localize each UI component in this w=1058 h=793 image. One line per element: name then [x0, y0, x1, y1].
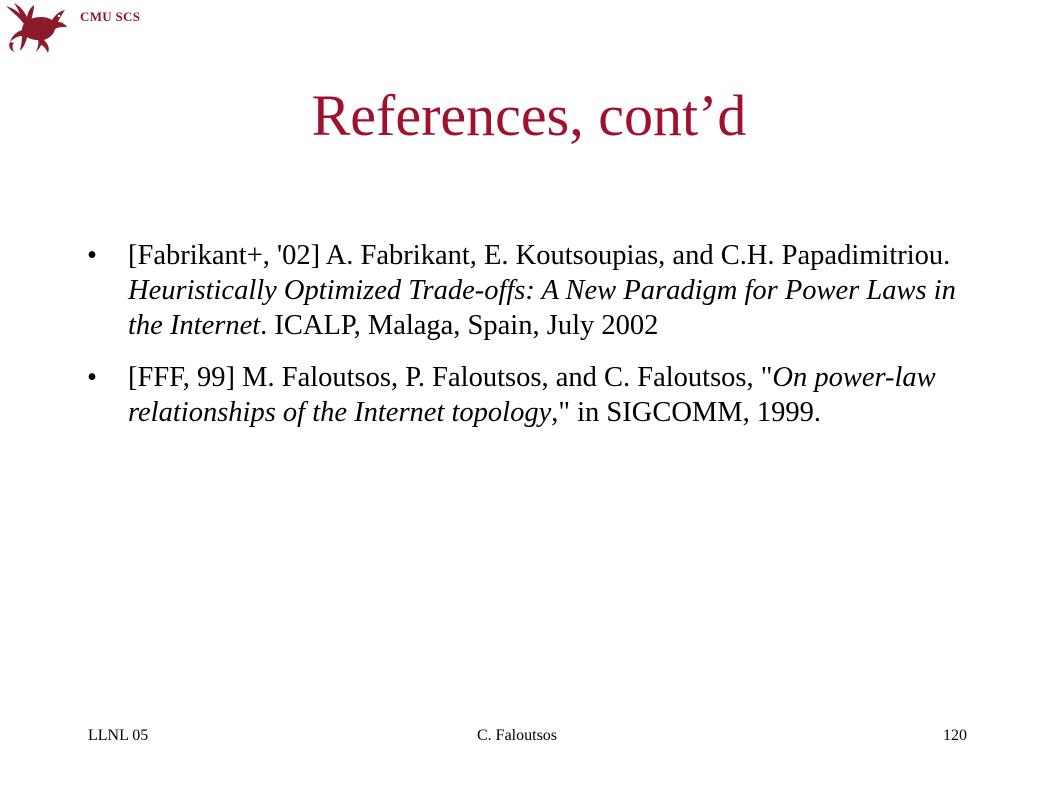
reference-prefix: [Fabrikant+, '02] A. Fabrikant, E. Koutsoupias, and C.H. Papadimitriou. [128, 240, 951, 271]
reference-suffix: . ICALP, Malaga, Spain, July 2002 [260, 310, 659, 341]
page-title: References, cont’d [311, 83, 747, 148]
list-item [87, 360, 967, 430]
reference-suffix: ," in SIGCOMM, 1999. [551, 397, 821, 428]
bullet-icon: • [87, 362, 97, 393]
reference-title: Heuristically Optimized Trade-offs: A New Paradigm for Power Laws in the Internet [128, 275, 956, 341]
footer-left: LLNL 05 [88, 727, 149, 744]
reference-list [87, 238, 967, 447]
list-item [87, 238, 967, 343]
griffin-logo-icon [4, 2, 68, 56]
bullet-icon: • [87, 240, 97, 271]
reference-title: On power-law relationships of the Internet topology [128, 362, 936, 428]
org-label: CMU SCS [80, 9, 141, 24]
reference-prefix: [FFF, 99] M. Faloutsos, P. Faloutsos, and C. Faloutsos, " [128, 362, 773, 393]
page-number: 120 [943, 727, 967, 744]
footer-author: C. Faloutsos [477, 727, 558, 744]
